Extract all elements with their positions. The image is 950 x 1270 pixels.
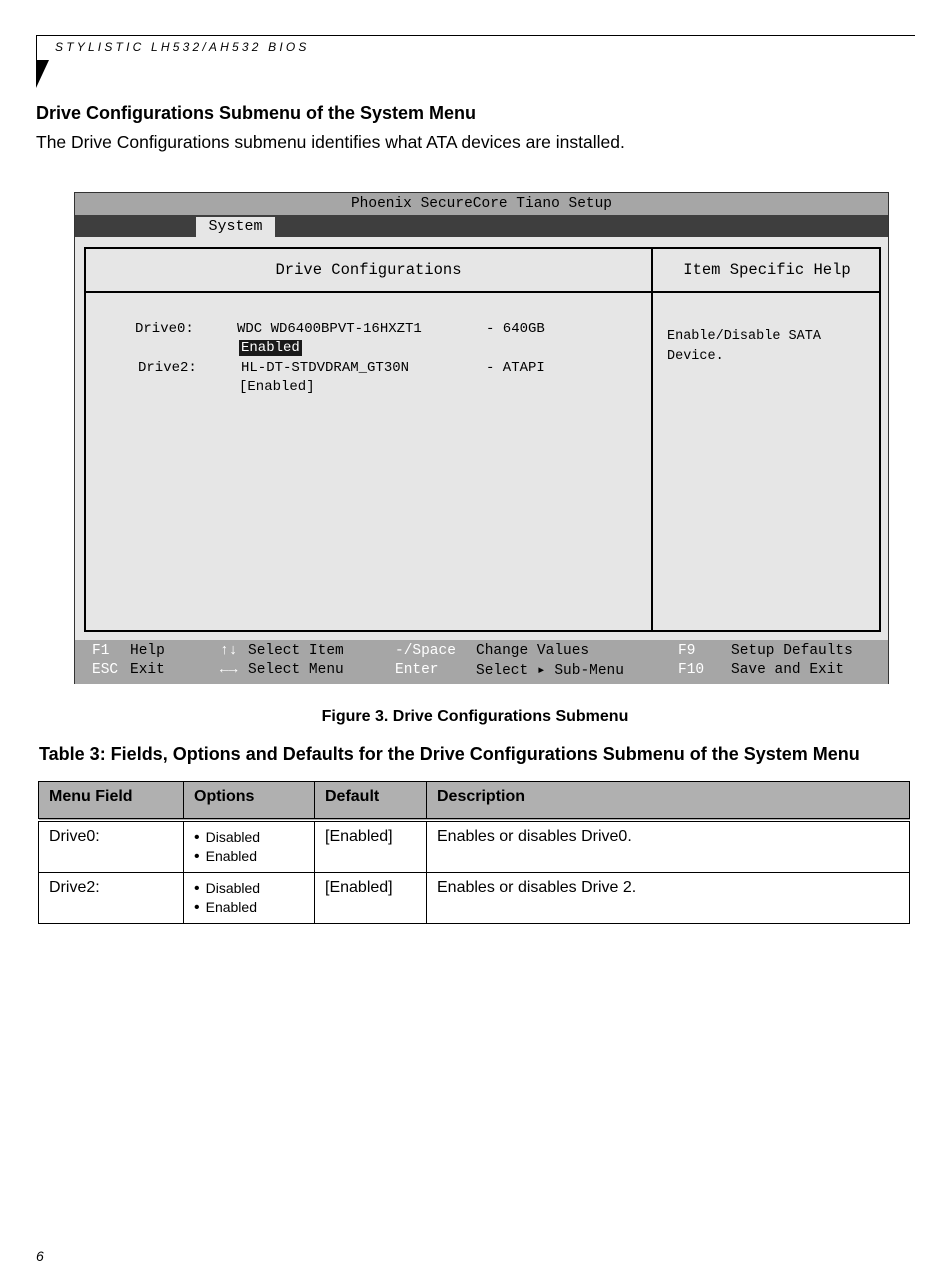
key-f9: F9: [678, 643, 696, 659]
drive2-info: - ATAPI: [486, 360, 545, 376]
bios-main-frame: [84, 247, 881, 632]
drive0-label: Drive0:: [135, 321, 194, 337]
column-header: Menu Field: [39, 782, 184, 821]
key-esc: ESC: [92, 662, 119, 678]
column-header: Description: [427, 782, 910, 821]
key-space-label: Change Values: [476, 643, 590, 659]
key-f1-label: Help: [130, 643, 165, 659]
header-rule: [36, 35, 915, 36]
bios-key-legend: [75, 640, 888, 684]
table-header-row: [39, 782, 910, 821]
table-title: Table 3: Fields, Options and Defaults for the Drive Configurations Submenu of the System Menu: [39, 744, 860, 764]
drive0-setting-value[interactable]: Enabled: [241, 340, 300, 356]
cell-default: [Enabled]: [315, 873, 427, 924]
option-item: • Disabled: [194, 879, 304, 898]
option-item: • Enabled: [194, 898, 304, 917]
help-line: Enable/Disable SATA: [667, 329, 821, 344]
key-updown: ↑↓: [220, 643, 238, 659]
fields-table: [38, 781, 910, 924]
help-panel-title: Item Specific Help: [683, 261, 851, 279]
key-space: -/Space: [395, 643, 456, 659]
key-esc-label: Exit: [130, 662, 165, 678]
key-f9-label: Setup Defaults: [731, 643, 853, 659]
running-header: STYLISTIC LH532/AH532 BIOS: [55, 40, 310, 54]
help-text: [667, 327, 867, 367]
drive0-setting[interactable]: [239, 340, 302, 356]
key-updown-label: Select Item: [248, 643, 344, 659]
key-f1: F1: [92, 643, 110, 659]
bios-screenshot: [74, 192, 889, 684]
header-divider: [86, 291, 879, 293]
column-header: Default: [315, 782, 427, 821]
key-leftright-label: Select Menu: [248, 662, 344, 678]
option-item: • Enabled: [194, 847, 304, 866]
help-line: Device.: [667, 349, 724, 364]
key-f10-label: Save and Exit: [731, 662, 845, 678]
cell-description: Enables or disables Drive 2.: [427, 873, 910, 924]
main-panel-title: Drive Configurations: [275, 261, 462, 279]
key-f10: F10: [678, 662, 705, 678]
key-enter-label: Select ▸ Sub-Menu: [476, 663, 624, 679]
key-leftright: ←→: [220, 662, 238, 678]
bios-title-bar: Phoenix SecureCore Tiano Setup: [75, 193, 888, 215]
drive2-setting[interactable]: [Enabled]: [239, 379, 315, 395]
cell-description: Enables or disables Drive0.: [427, 820, 910, 873]
table-row: [39, 820, 910, 873]
cell-options: [184, 873, 315, 924]
cell-menu-field: Drive0:: [39, 820, 184, 873]
intro-paragraph: The Drive Configurations submenu identifies what ATA devices are installed.: [36, 132, 625, 152]
section-heading: Drive Configurations Submenu of the System Menu: [36, 103, 477, 123]
cell-options: [184, 820, 315, 873]
key-enter: Enter: [395, 662, 439, 678]
page-number: 6: [36, 1248, 44, 1264]
bios-menu-bar: [75, 215, 888, 237]
drive2-model: HL-DT-STDVDRAM_GT30N: [241, 360, 410, 376]
figure-caption: Figure 3. Drive Configurations Submenu: [321, 708, 629, 725]
cell-menu-field: Drive2:: [39, 873, 184, 924]
cell-default: [Enabled]: [315, 820, 427, 873]
tab-system[interactable]: System: [196, 217, 275, 237]
option-item: • Disabled: [194, 828, 304, 847]
drive0-info: - 640GB: [486, 321, 545, 337]
column-header: Options: [184, 782, 315, 821]
drive2-label: Drive2:: [138, 360, 197, 376]
header-wedge: [36, 60, 49, 88]
column-divider: [651, 249, 653, 630]
table-row: [39, 873, 910, 924]
header-vertical-rule: [36, 35, 37, 61]
drive0-model: WDC WD6400BPVT-16HXZT1: [237, 321, 422, 337]
